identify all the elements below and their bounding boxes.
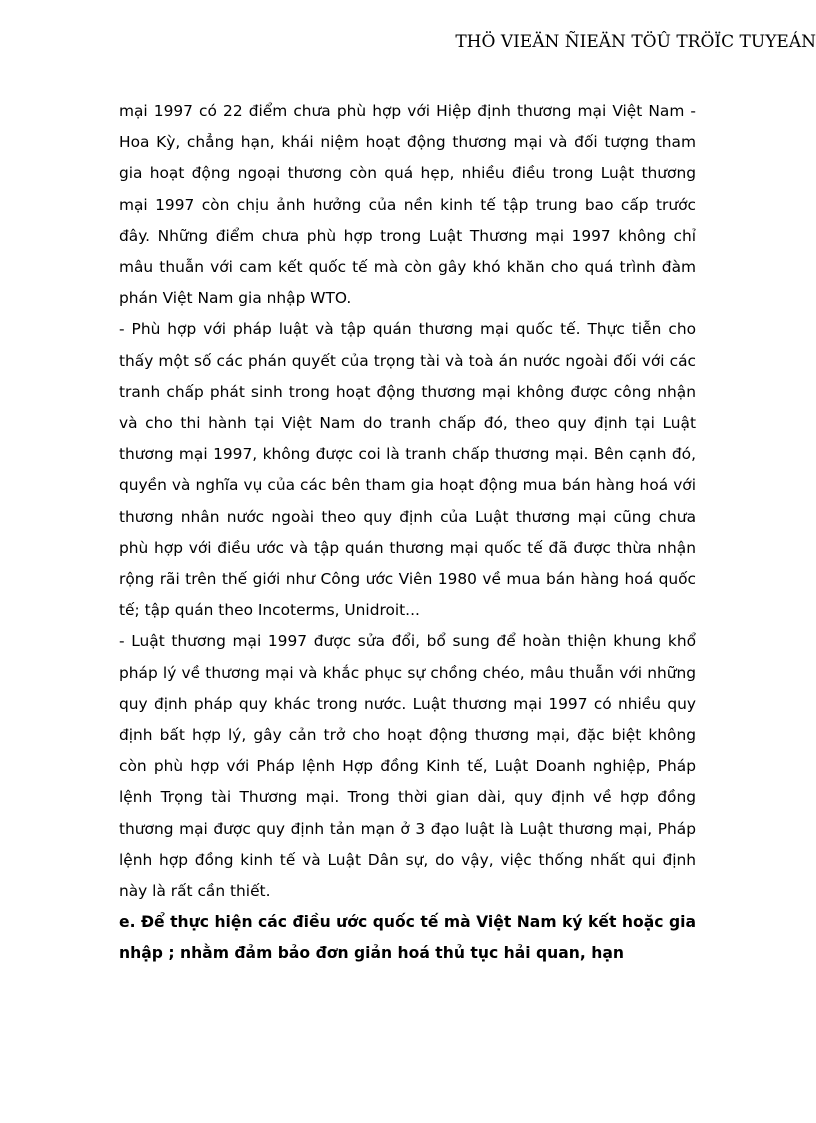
section-heading-e: e. Để thực hiện các điều ước quốc tế mà Việt Nam ký kết hoặc gia nhập ; nhằm đảm bảo đơn giản hoá thủ tục hải quan, hạn — [119, 913, 696, 963]
paragraph-wto-conflicts: mại 1997 có 22 điểm chưa phù hợp với Hiệp định thương mại Việt Nam - Hoa Kỳ, chẳng hạn, khái niệm hoạt động thương mại và đối tượng tham gia hoạt động ngoại thương còn quá hẹp, nhiều điều trong Luật thương mại 1997 còn chịu ảnh hưởng của nền kinh tế tập trung bao cấp trước đây. Những điểm chưa phù hợp trong Luật Thương mại 1997 không chỉ mâu thuẫn với cam kết quốc tế mà còn gây khó khăn cho quá trình đàm phán Việt Nam gia nhập WTO. — [119, 102, 696, 308]
paragraph-international-practice: - Phù hợp với pháp luật và tập quán thương mại quốc tế. Thực tiễn cho thấy một số các phán quyết của trọng tài và toà án nước ngoài đối với các tranh chấp phát sinh trong hoạt động thương mại không được công nhận và cho thi hành tại Việt Nam do tranh chấp đó, theo quy định tại Luật thương mại 1997, không được coi là tranh chấp thương mại. Bên cạnh đó, quyền và nghĩa vụ của các bên tham gia hoạt động mua bán hàng hoá với thương nhân nước ngoài theo quy định của Luật thương mại cũng chưa phù hợp với điều ước và tập quán thương mại quốc tế đã được thừa nhận rộng rãi trên thế giới như Công ước Viên 1980 về mua bán hàng hoá quốc tế; tập quán theo Incoterms, Unidroit... — [119, 320, 696, 620]
page-header: THÖ VIEÄN ÑIEÄN TÖÛ TRÖÏC TUYEÁN — [455, 32, 816, 52]
document-body — [119, 96, 696, 970]
paragraph-legal-framework: - Luật thương mại 1997 được sửa đổi, bổ sung để hoàn thiện khung khổ pháp lý về thương mại và khắc phục sự chồng chéo, mâu thuẫn với những quy định pháp quy khác trong nước. Luật thương mại 1997 có nhiều quy định bất hợp lý, gây cản trở cho hoạt động thương mại, đặc biệt không còn phù hợp với Pháp lệnh Hợp đồng Kinh tế, Luật Doanh nghiệp, Pháp lệnh Trọng tài Thương mại. Trong thời gian dài, quy định về hợp đồng thương mại được quy định tản mạn ở 3 đạo luật là Luật thương mại, Pháp lệnh hợp đồng kinh tế và Luật Dân sự, do vậy, việc thống nhất qui định này là rất cần thiết. — [119, 632, 696, 901]
